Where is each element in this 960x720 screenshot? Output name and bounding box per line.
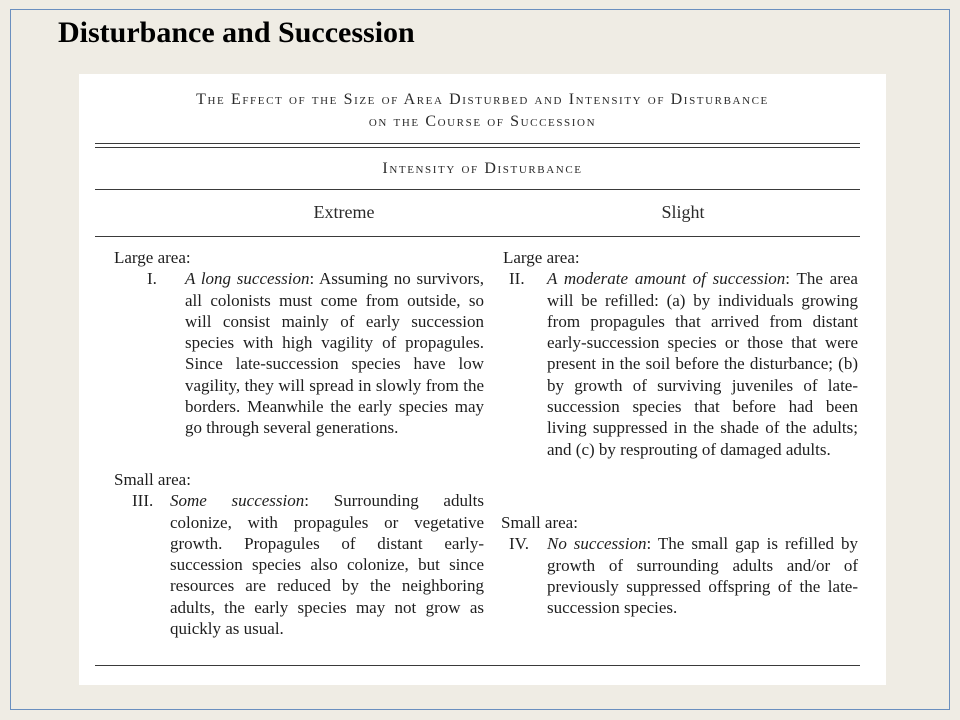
area-label: Small area:	[114, 470, 191, 489]
area-label: Large area:	[114, 248, 191, 267]
table-caption-line-2: on the Course of Succession	[368, 113, 597, 130]
entry-text: Surrounding adults colonize, with propagules or vegetative growth. Propagules of distant early-succession species also colonize, but since resources are reduced by the neighboring adults, the early species may not grow as quickly as usual.	[170, 491, 485, 639]
scanned-table	[79, 74, 886, 685]
roman-numeral: III.	[132, 491, 154, 511]
column-header-extreme: Extreme	[313, 202, 375, 222]
cell-slight-large	[503, 247, 858, 460]
header-rule	[95, 236, 860, 237]
top-rule	[95, 143, 860, 144]
cell-extreme-large	[114, 247, 484, 439]
spanner-rule	[95, 189, 860, 190]
entry-heading: No succession	[547, 534, 647, 554]
roman-numeral: IV.	[509, 534, 529, 554]
entry-heading: A moderate amount of succession	[547, 269, 786, 289]
entry-III: III. Some succession: Surrounding adults colonize, with propagules or vegetative growth. Propagules of distant early-succession species also colonize, but since resources are reduced by the neighboring adults, the early species may not grow as quickly as usual.	[132, 491, 485, 639]
column-header-slight: Slight	[661, 202, 705, 222]
entry-text: Assuming no survivors, all colonists must come from outside, so will consist mainly of early succession species with high vagility of propagules. Since late-succession species have low vagility, they will spread in slowly from the borders. Meanwhile the early species may go through several generations.	[185, 269, 484, 438]
entry-heading: A long succession	[185, 269, 310, 289]
roman-numeral: I.	[147, 269, 157, 289]
entry-text: The small gap is refilled by growth of surrounding adults and/or of previously suppressed offspring of the late-succession species.	[547, 534, 859, 618]
roman-numeral: II.	[509, 269, 525, 289]
entry-II: II. A moderate amount of succession: The area will be refilled: (a) by individuals growing from propagules that arrived from distant early-succession species or those that were present in the soil before the disturbance; (b) by growth of surviving juveniles of late-succession species that before had been living suppressed in the shade of the adults; and (c) by resprouting of damaged adults.	[509, 269, 858, 459]
table-caption-line-1: The Effect of the Size of Area Disturbed and Intensity of Disturbance	[196, 91, 769, 108]
cell-extreme-small	[114, 469, 484, 639]
area-label: Small area:	[501, 513, 578, 532]
entry-text: The area will be refilled: (a) by individuals growing from propagules that arrived from distant early-succession species or those that were present in the soil before the disturbance; (b) by growth of surviving juveniles of late-succession species that before had been living suppressed in the shade of the adults; and (c) by resprouting of damaged adults.	[547, 269, 858, 459]
cell-slight-small	[501, 512, 858, 618]
entry-heading: Some succession	[170, 491, 305, 511]
top-rule-second	[95, 147, 860, 148]
entry-IV: IV. No succession: The small gap is refilled by growth of surrounding adults and/or of previously suppressed offspring of the late-succession species.	[509, 534, 859, 618]
slide-title: Disturbance and Succession	[58, 16, 415, 49]
entry-I: I. A long succession: Assuming no survivors, all colonists must come from outside, so will consist mainly of early succession species with high vagility of propagules. Since late-succession species have low vagility, they will spread in slowly from the borders. Meanwhile the early species may go through several generations.	[147, 269, 484, 438]
bottom-rule	[95, 665, 860, 666]
spanner-header: Intensity of Disturbance	[382, 160, 583, 177]
area-label: Large area:	[503, 248, 580, 267]
